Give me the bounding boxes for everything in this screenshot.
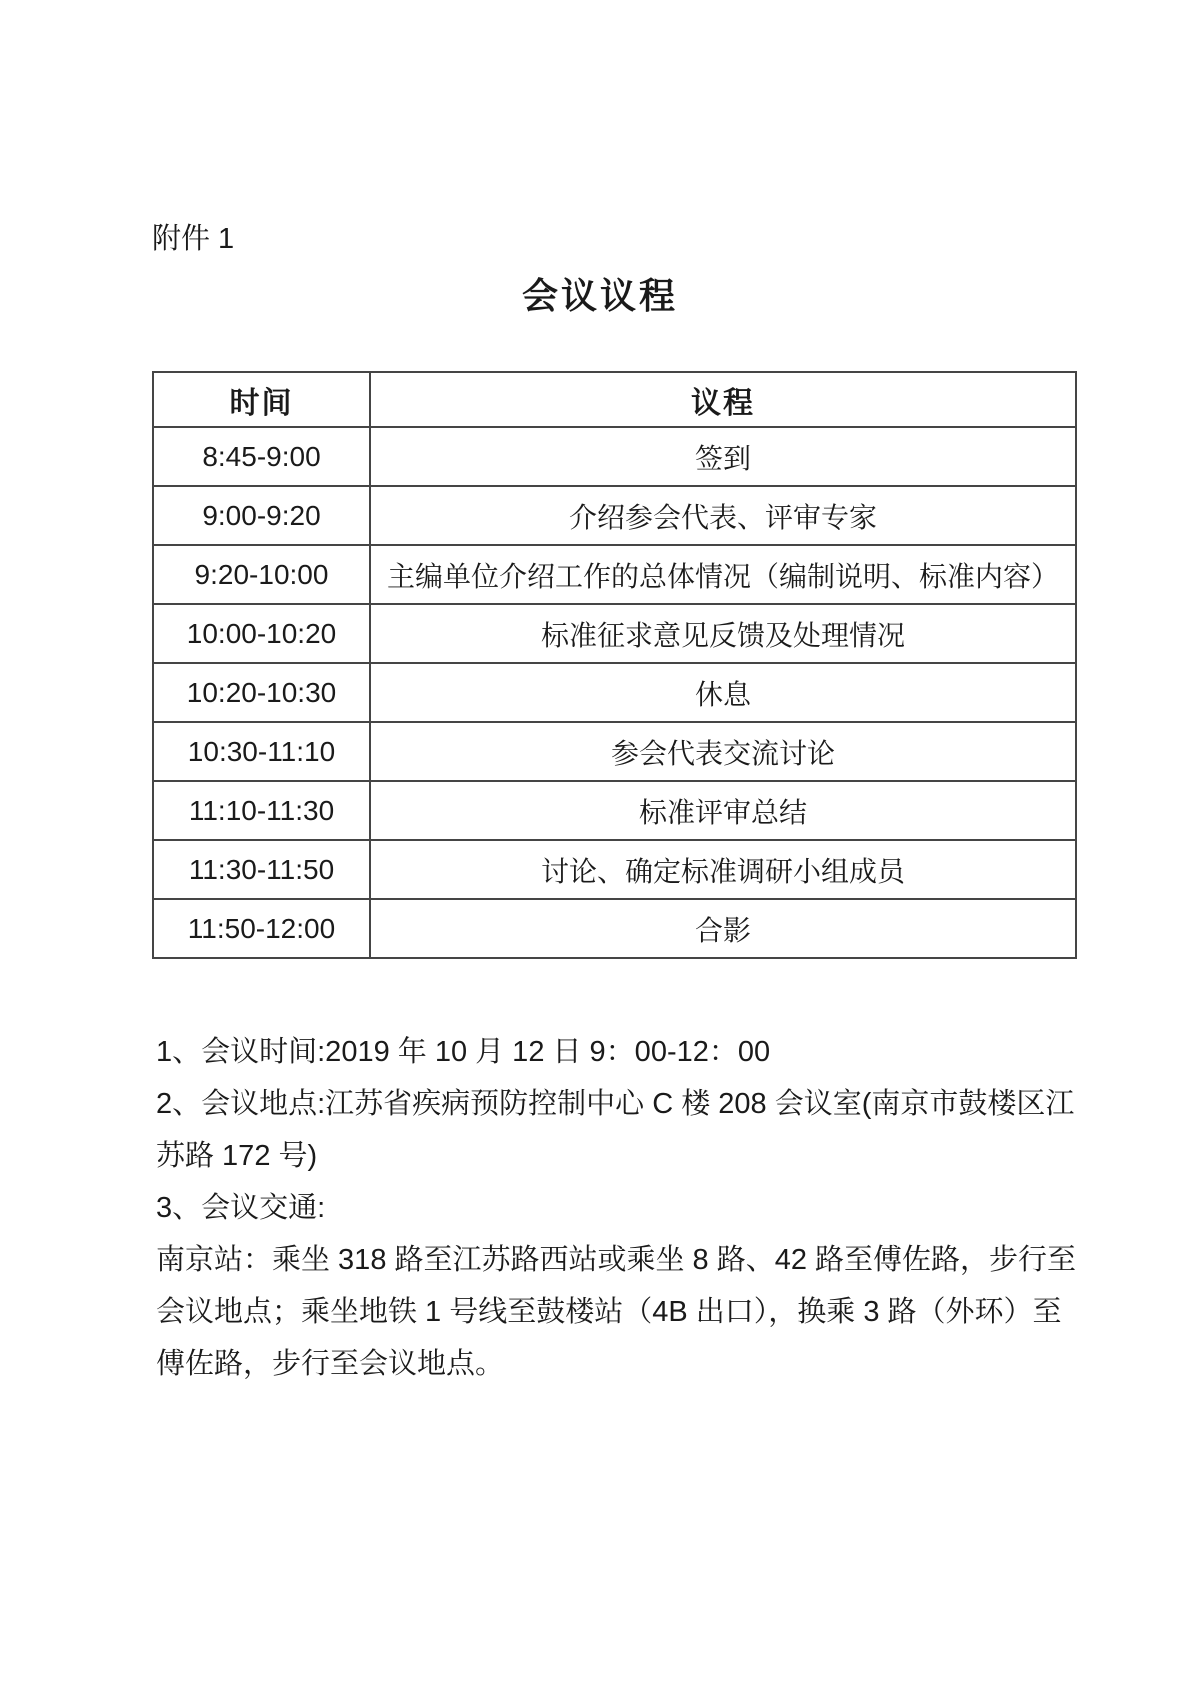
agenda-row xyxy=(153,722,1076,781)
agenda-row xyxy=(153,486,1076,545)
agenda-row xyxy=(153,604,1076,663)
agenda-cell: 标准征求意见反馈及处理情况 xyxy=(370,604,1076,663)
agenda-cell: 签到 xyxy=(370,427,1076,486)
note-meeting-time: 1、会议时间:2019 年 10 月 12 日 9：00-12：00 xyxy=(156,1036,771,1068)
agenda-cell: 主编单位介绍工作的总体情况（编制说明、标准内容） xyxy=(370,545,1076,604)
agenda-header-row xyxy=(153,372,1076,427)
time-cell: 11:50-12:00 xyxy=(153,899,370,958)
time-column-header: 时间 xyxy=(153,372,370,427)
agenda-column-header: 议程 xyxy=(370,372,1076,427)
agenda-cell: 参会代表交流讨论 xyxy=(370,722,1076,781)
time-cell: 10:20-10:30 xyxy=(153,663,370,722)
time-cell: 11:30-11:50 xyxy=(153,840,370,899)
time-cell: 10:30-11:10 xyxy=(153,722,370,781)
time-cell: 9:00-9:20 xyxy=(153,486,370,545)
note-meeting-location: 2、会议地点:江苏省疾病预防控制中心 C 楼 208 会议室(南京市鼓楼区江 xyxy=(156,1088,1075,1120)
agenda-row xyxy=(153,840,1076,899)
attachment-label: 附件 1 xyxy=(152,223,235,255)
note-transport-line1: 南京站：乘坐 318 路至江苏路西站或乘坐 8 路、42 路至傅佐路，步行至 xyxy=(156,1244,1077,1276)
time-cell: 10:00-10:20 xyxy=(153,604,370,663)
notes-section xyxy=(156,1026,1077,1390)
agenda-row xyxy=(153,545,1076,604)
agenda-cell: 休息 xyxy=(370,663,1076,722)
agenda-row xyxy=(153,781,1076,840)
agenda-row xyxy=(153,899,1076,958)
time-cell: 11:10-11:30 xyxy=(153,781,370,840)
note-meeting-location-cont: 苏路 172 号) xyxy=(156,1140,318,1172)
page-title: 会议议程 xyxy=(521,275,678,316)
agenda-cell: 介绍参会代表、评审专家 xyxy=(370,486,1076,545)
agenda-table xyxy=(152,371,1077,959)
agenda-row xyxy=(153,663,1076,722)
agenda-cell: 讨论、确定标准调研小组成员 xyxy=(370,840,1076,899)
time-cell: 9:20-10:00 xyxy=(153,545,370,604)
agenda-cell: 标准评审总结 xyxy=(370,781,1076,840)
note-transport-line2: 会议地点；乘坐地铁 1 号线至鼓楼站（4B 出口），换乘 3 路（外环）至 xyxy=(156,1296,1062,1328)
agenda-cell: 合影 xyxy=(370,899,1076,958)
time-cell: 8:45-9:00 xyxy=(153,427,370,486)
note-transport-heading: 3、会议交通: xyxy=(156,1192,326,1224)
note-transport-line3: 傅佐路，步行至会议地点。 xyxy=(156,1348,505,1380)
agenda-row xyxy=(153,427,1076,486)
